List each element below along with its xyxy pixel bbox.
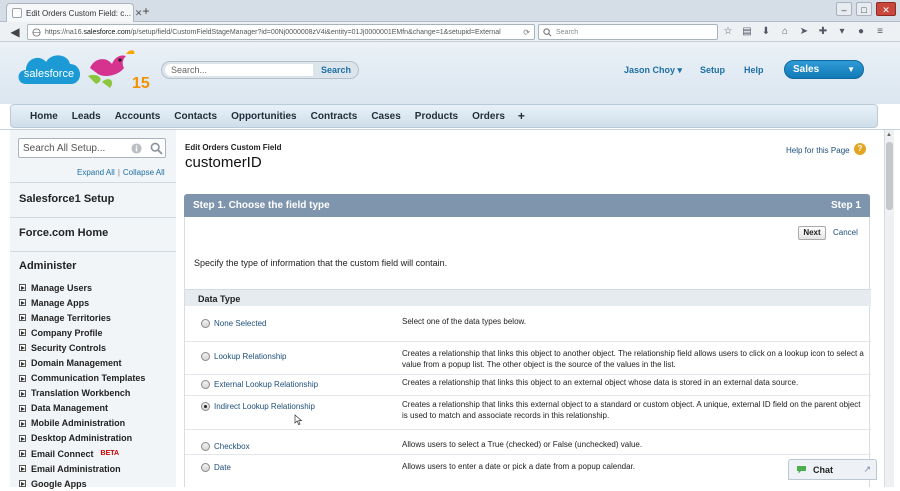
reading-list-icon[interactable]: ▤ bbox=[742, 26, 752, 37]
main-content bbox=[184, 130, 874, 487]
option-date[interactable] bbox=[201, 463, 231, 472]
addon-icon[interactable]: ✚ bbox=[818, 26, 828, 37]
tab-contacts[interactable]: Contacts bbox=[174, 110, 218, 122]
option-description: Creates a relationship that links this external object to a standard or custom object. A unique, external ID field on the parent object is used to match and associate records in this relationship. bbox=[402, 400, 861, 420]
url-text: https://na16.salesforce.com/p/setup/field/CustomFieldStageManager?id=00Nj0000008zV4i&entity=01Jj0000001EMfn&change=1&setupid=External bbox=[45, 28, 501, 36]
salesforce-logo[interactable] bbox=[14, 46, 84, 92]
download-icon[interactable]: ⬇ bbox=[761, 26, 771, 37]
beta-badge: BETA bbox=[100, 450, 120, 458]
send-icon[interactable]: ➤ bbox=[799, 26, 809, 37]
collapse-all-link[interactable]: Collapse All bbox=[122, 168, 165, 177]
help-question-icon[interactable]: ? bbox=[854, 143, 866, 155]
expand-arrow-icon[interactable] bbox=[19, 420, 26, 427]
option-label[interactable]: None Selected bbox=[214, 319, 267, 328]
sidebar-section-administer bbox=[10, 251, 176, 278]
expand-arrow-icon[interactable] bbox=[19, 375, 26, 382]
administer-items bbox=[19, 280, 145, 491]
sidebar-item-domain-management[interactable]: Domain Management bbox=[19, 355, 145, 370]
all-tabs-plus-icon[interactable]: + bbox=[517, 109, 525, 123]
maximize-window-button[interactable]: □ bbox=[856, 2, 872, 16]
sidebar-item-email-connect[interactable]: Email Connect BETA bbox=[19, 446, 145, 461]
sidebar-section-title: Force.com Home bbox=[19, 227, 109, 239]
search-icon[interactable] bbox=[150, 142, 163, 155]
chat-bubble-icon[interactable]: ● bbox=[857, 26, 865, 37]
help-for-page-link[interactable]: Help for this Page bbox=[786, 146, 850, 155]
app-selector-label: Sales bbox=[793, 64, 820, 75]
scrollbar-thumb[interactable] bbox=[886, 142, 893, 210]
expand-arrow-icon[interactable] bbox=[19, 344, 26, 351]
new-tab-button[interactable]: + bbox=[142, 4, 150, 18]
row-divider bbox=[185, 395, 871, 396]
home-icon[interactable]: ⌂ bbox=[781, 26, 789, 37]
menu-icon[interactable]: ≡ bbox=[877, 26, 883, 37]
option-label[interactable]: Date bbox=[214, 463, 231, 472]
browser-search-placeholder: Search bbox=[556, 28, 579, 36]
option-external-lookup-relationship[interactable] bbox=[201, 380, 318, 389]
browser-tab-bar bbox=[0, 0, 900, 22]
expand-arrow-icon[interactable] bbox=[19, 480, 26, 487]
address-bar[interactable] bbox=[27, 24, 535, 40]
browser-toolbar-icons bbox=[722, 25, 886, 38]
main-tab-bar bbox=[10, 104, 878, 128]
option-description: Creates a relationship that links this object to another object. The relationship field allows users to click on a lookup icon to select a value from a popup list. The other object is the source of the values in the list. bbox=[402, 349, 864, 369]
info-icon[interactable] bbox=[131, 143, 142, 154]
option-description: Select one of the data types below. bbox=[402, 317, 527, 326]
data-type-header-label: Data Type bbox=[198, 294, 241, 304]
global-search-input[interactable] bbox=[165, 64, 313, 76]
scroll-up-arrow-icon[interactable]: ▲ bbox=[886, 132, 892, 138]
app-selector[interactable] bbox=[784, 60, 864, 79]
step-body bbox=[184, 217, 870, 487]
link-separator: | bbox=[117, 168, 120, 177]
data-type-header bbox=[185, 289, 871, 306]
expand-arrow-icon[interactable] bbox=[19, 405, 26, 412]
page-scrollbar[interactable] bbox=[884, 130, 894, 487]
user-menu-caret-icon: ▾ bbox=[677, 65, 683, 75]
sidebar-item-email-administration[interactable]: Email Administration bbox=[19, 461, 145, 476]
next-button[interactable]: Next bbox=[798, 226, 826, 240]
search-icon bbox=[543, 28, 552, 37]
back-arrow-icon[interactable]: ◀ bbox=[10, 25, 20, 39]
option-checkbox[interactable] bbox=[201, 442, 250, 451]
expand-arrow-icon[interactable] bbox=[19, 284, 26, 291]
sidebar-item-google-apps[interactable]: Google Apps bbox=[19, 476, 145, 491]
tab-opportunities[interactable]: Opportunities bbox=[231, 110, 297, 122]
sidebar-item-manage-territories[interactable]: Manage Territories bbox=[19, 310, 145, 325]
chat-bubble-icon bbox=[796, 465, 807, 474]
option-description: Creates a relationship that links this object to an external object whose data is stored in an external data source. bbox=[402, 378, 799, 387]
sidebar-section-forcecom-home[interactable] bbox=[10, 217, 176, 251]
sidebar-item-translation-workbench[interactable]: Translation Workbench bbox=[19, 386, 145, 401]
svg-text:salesforce: salesforce bbox=[23, 68, 75, 80]
option-label[interactable]: Lookup Relationship bbox=[214, 352, 287, 361]
expand-arrow-icon[interactable] bbox=[19, 435, 26, 442]
expand-arrow-icon[interactable] bbox=[19, 299, 26, 306]
sidebar-item-desktop-administration[interactable]: Desktop Administration bbox=[19, 431, 145, 446]
radio-button[interactable] bbox=[201, 463, 210, 472]
sidebar-item-security-controls[interactable]: Security Controls bbox=[19, 340, 145, 355]
expand-collapse-links bbox=[77, 168, 165, 177]
option-description: Allows users to select a True (checked) or False (unchecked) value. bbox=[402, 440, 643, 449]
row-divider bbox=[185, 429, 871, 430]
sidebar-item-manage-users[interactable]: Manage Users bbox=[19, 280, 145, 295]
radio-button-selected[interactable] bbox=[201, 402, 210, 411]
expand-all-link[interactable]: Expand All bbox=[77, 168, 115, 177]
setup-search-input[interactable] bbox=[23, 142, 129, 155]
bookmark-star-icon[interactable]: ☆ bbox=[723, 26, 733, 37]
tab-leads[interactable]: Leads bbox=[71, 110, 101, 122]
row-divider bbox=[185, 341, 871, 342]
user-menu[interactable]: Jason Choy ▾ bbox=[624, 65, 683, 75]
cancel-link[interactable]: Cancel bbox=[833, 228, 858, 237]
minimize-window-button[interactable]: – bbox=[836, 2, 852, 16]
option-lookup-relationship[interactable] bbox=[201, 352, 287, 361]
radio-button[interactable] bbox=[201, 442, 210, 451]
popout-icon[interactable]: ↗ bbox=[863, 464, 871, 474]
expand-arrow-icon[interactable] bbox=[19, 360, 26, 367]
browser-nav-bar bbox=[0, 22, 900, 42]
option-none-selected[interactable] bbox=[201, 319, 266, 328]
option-label[interactable]: Indirect Lookup Relationship bbox=[214, 402, 315, 411]
tab-products[interactable]: Products bbox=[414, 110, 459, 122]
reload-icon[interactable]: ⟳ bbox=[523, 27, 530, 37]
tab-contracts[interactable]: Contracts bbox=[310, 110, 358, 122]
setup-search-box bbox=[18, 138, 166, 158]
chat-widget[interactable] bbox=[788, 459, 877, 480]
sidebar-item-mobile-administration[interactable]: Mobile Administration bbox=[19, 416, 145, 431]
sidebar-section-title: Salesforce1 Setup bbox=[19, 193, 115, 205]
expand-arrow-icon[interactable] bbox=[19, 390, 26, 397]
close-window-button[interactable]: ✕ bbox=[876, 2, 896, 16]
sidebar-item-data-management[interactable]: Data Management bbox=[19, 401, 145, 416]
radio-button[interactable] bbox=[201, 380, 210, 389]
option-label[interactable]: External Lookup Relationship bbox=[214, 380, 319, 389]
global-search-button[interactable]: Search bbox=[320, 65, 352, 75]
tab-orders[interactable]: Orders bbox=[472, 110, 505, 122]
overflow-chevron-icon[interactable]: ▾ bbox=[839, 26, 845, 37]
row-divider bbox=[185, 374, 871, 375]
mouse-cursor-icon bbox=[295, 415, 303, 425]
option-description: Allows users to enter a date or pick a date from a popup calendar. bbox=[402, 462, 636, 471]
favicon-icon bbox=[12, 8, 22, 18]
tab-accounts[interactable]: Accounts bbox=[114, 110, 161, 122]
step-title: Step 1. Choose the field type bbox=[193, 200, 330, 211]
option-indirect-lookup-relationship[interactable] bbox=[201, 402, 315, 411]
globe-icon bbox=[32, 28, 41, 37]
browser-tab[interactable] bbox=[6, 3, 143, 22]
radio-button[interactable] bbox=[201, 319, 210, 328]
chevron-down-icon: ▼ bbox=[847, 65, 855, 74]
step-number: Step 1 bbox=[830, 200, 861, 211]
expand-arrow-icon[interactable] bbox=[19, 314, 26, 321]
setup-link[interactable]: Setup bbox=[700, 65, 726, 75]
chat-label: Chat bbox=[813, 464, 833, 475]
sidebar-section-salesforce1[interactable] bbox=[10, 182, 176, 217]
browser-tab-title: Edit Orders Custom Field: c... bbox=[26, 8, 131, 18]
breadcrumb: Edit Orders Custom Field bbox=[185, 143, 282, 152]
tab-cases[interactable]: Cases bbox=[371, 110, 401, 122]
svg-text:15: 15 bbox=[132, 75, 150, 92]
expand-arrow-icon[interactable] bbox=[19, 465, 26, 472]
close-tab-icon[interactable]: ✕ bbox=[134, 7, 143, 18]
step-header bbox=[184, 194, 870, 217]
tab-home[interactable]: Home bbox=[30, 110, 58, 122]
global-search bbox=[161, 61, 359, 79]
expand-arrow-icon[interactable] bbox=[19, 450, 26, 457]
salesforce-header bbox=[0, 42, 900, 104]
sidebar-item-manage-apps[interactable]: Manage Apps bbox=[19, 295, 145, 310]
help-link[interactable]: Help bbox=[744, 65, 764, 75]
sidebar-item-company-profile[interactable]: Company Profile bbox=[19, 325, 145, 340]
browser-search-field[interactable] bbox=[538, 24, 718, 40]
step-description: Specify the type of information that the custom field will contain. bbox=[194, 258, 448, 268]
page-title: customerID bbox=[185, 154, 262, 171]
fifteen-anniversary-bird-icon bbox=[84, 46, 150, 96]
sidebar-section-title: Administer bbox=[19, 260, 77, 272]
radio-button[interactable] bbox=[201, 352, 210, 361]
sidebar-item-communication-templates[interactable]: Communication Templates bbox=[19, 371, 145, 386]
setup-sidebar bbox=[10, 130, 176, 487]
expand-arrow-icon[interactable] bbox=[19, 329, 26, 336]
row-divider bbox=[185, 454, 871, 455]
option-label[interactable]: Checkbox bbox=[214, 442, 250, 451]
